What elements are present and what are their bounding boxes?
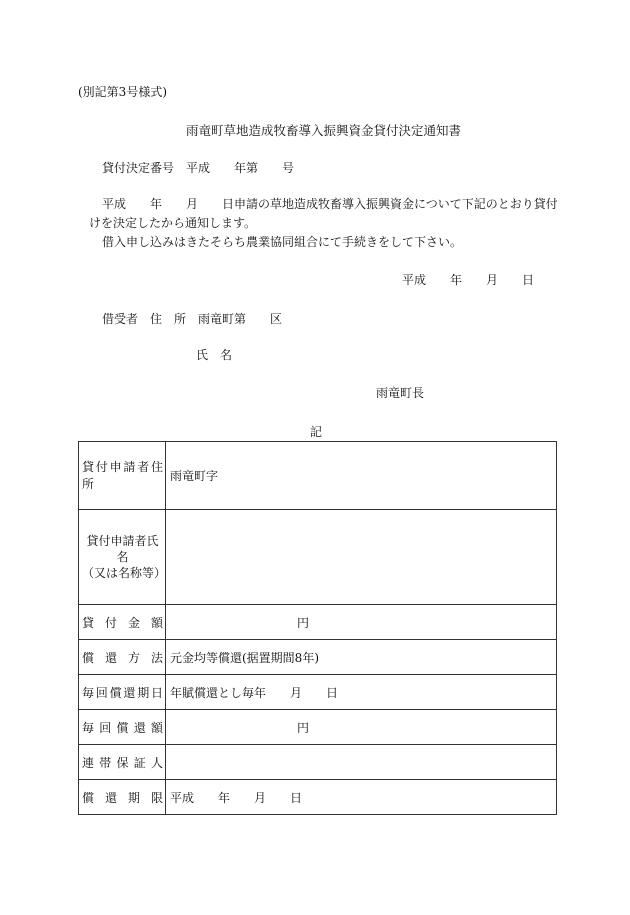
row-value: 年賦償還とし毎年 月 日 — [166, 675, 557, 710]
table-row — [79, 509, 557, 604]
issuer: 雨竜町長 — [376, 386, 425, 400]
row-value: 平成 年 月 日 — [166, 780, 557, 815]
row-value: 円 — [166, 605, 557, 640]
decision-number: 貸付決定番号 平成 年第 号 — [102, 161, 295, 175]
table-row — [79, 780, 557, 815]
body-line-1: 平成 年 月 日申請の草地造成牧畜導入振興資金について下記のとおり貸付 — [102, 197, 558, 211]
borrower-address: 借受者 住 所 雨竜町第 区 — [102, 312, 283, 326]
issue-date: 平成 年 月 日 — [402, 273, 535, 287]
form-reference: (別記第3号様式) — [78, 85, 167, 99]
table-row — [79, 442, 557, 510]
body-line-3: 借入申し込みはきたそらち農業協同組合にて手続きをして下さい。 — [102, 235, 463, 249]
row-value: 雨竜町字 — [166, 442, 557, 510]
body-line-2: けを決定したから通知します。 — [89, 216, 257, 230]
borrower-name-label: 氏 名 — [196, 348, 233, 362]
row-label: 毎回償還期日 — [79, 675, 166, 710]
table-row — [79, 640, 557, 675]
table-row — [79, 745, 557, 780]
loan-details-table — [78, 441, 557, 815]
row-value: 元金均等償還(据置期間8年) — [166, 640, 557, 675]
row-label-line1: 貸付申請者氏名 — [86, 534, 159, 565]
table-row — [79, 605, 557, 640]
row-label: 貸付申請者住所 — [79, 442, 166, 510]
row-label: 償還方法 — [79, 640, 166, 675]
table-row — [79, 675, 557, 710]
row-label — [79, 509, 166, 604]
row-value — [166, 509, 557, 604]
row-label: 毎回償還額 — [79, 710, 166, 745]
row-value — [166, 745, 557, 780]
document-title: 雨竜町草地造成牧畜導入振興資金貸付決定通知書 — [186, 123, 462, 138]
ki-heading: 記 — [310, 425, 323, 439]
row-label-line2: （又は名称等） — [82, 566, 167, 581]
table-row — [79, 710, 557, 745]
row-label: 貸付金額 — [79, 605, 166, 640]
row-label: 連帯保証人 — [79, 745, 166, 780]
row-label: 償還期限 — [79, 780, 166, 815]
row-value: 円 — [166, 710, 557, 745]
